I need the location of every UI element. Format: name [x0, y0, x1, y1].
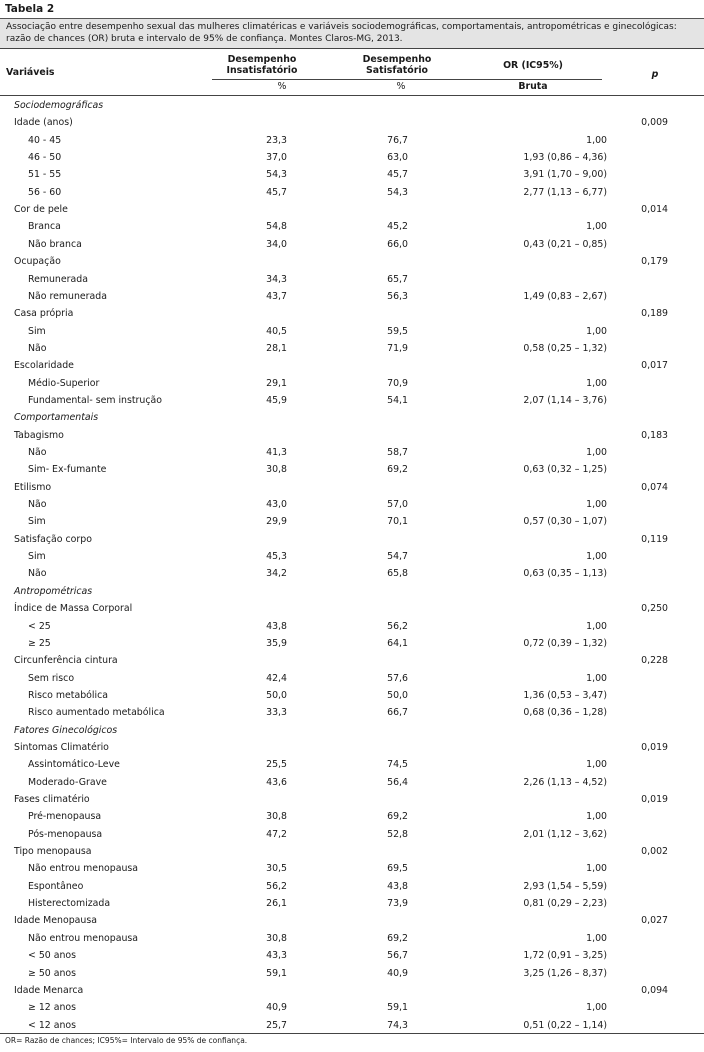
pct-insatisfatorio: 59,1 — [266, 967, 287, 979]
row-label: 40 - 45 — [28, 134, 62, 146]
pct-insatisfatorio: 40,9 — [266, 1002, 287, 1014]
p-value: 0,014 — [641, 204, 668, 216]
pct-insatisfatorio: 29,9 — [266, 516, 287, 528]
row-label: Sem risco — [28, 672, 75, 684]
pct-satisfatorio: 54,1 — [387, 394, 408, 406]
pct-satisfatorio: 63,0 — [387, 152, 408, 164]
table-row — [0, 236, 704, 253]
table-row — [0, 808, 704, 825]
table-row — [0, 565, 704, 582]
row-label: Casa própria — [14, 308, 74, 320]
header-variables: Variáveis — [6, 67, 55, 78]
pct-insatisfatorio: 30,8 — [266, 464, 287, 476]
header-p-value: p — [651, 69, 659, 80]
pct-insatisfatorio: 41,3 — [266, 447, 287, 458]
table-row — [0, 340, 704, 357]
pct-insatisfatorio: 50,0 — [266, 689, 287, 701]
row-label: Remunerada — [28, 273, 88, 285]
row-label: < 25 — [28, 620, 51, 632]
table-row — [0, 652, 704, 669]
p-value: 0,002 — [641, 846, 668, 858]
table-caption: Associação entre desempenho sexual das mulheres climatéricas e variáveis sociodemográficas, comportamentais, antropométricas e ginecológicas: razão de chances (OR) bruta e intervalo de 95% de confiança. Montes Claros-MG, 2013. — [6, 22, 677, 44]
pct-satisfatorio: 66,0 — [387, 238, 408, 250]
pct-insatisfatorio: 30,5 — [266, 863, 287, 875]
header-top-rule — [0, 48, 704, 49]
table-row — [0, 895, 704, 912]
pct-satisfatorio: 69,5 — [387, 863, 408, 875]
pct-satisfatorio: 54,3 — [387, 186, 408, 198]
odds-ratio: 1,72 (0,91 – 3,25) — [523, 950, 607, 962]
row-label: Escolaridade — [14, 360, 74, 372]
table-row — [0, 1017, 704, 1034]
p-value: 0,119 — [641, 533, 668, 545]
pct-insatisfatorio: 37,0 — [266, 152, 287, 164]
odds-ratio: 1,00 — [586, 932, 607, 944]
odds-ratio: 1,00 — [586, 221, 607, 233]
odds-ratio: 1,49 (0,83 – 2,67) — [523, 290, 607, 302]
header-or-ic95: OR (IC95%) — [503, 60, 563, 71]
row-label: Sim — [28, 325, 46, 337]
row-label: Não — [28, 342, 47, 354]
p-value: 0,027 — [641, 915, 668, 927]
table-row — [0, 635, 704, 652]
odds-ratio: 1,00 — [586, 377, 607, 389]
p-value: 0,009 — [641, 117, 668, 129]
table-row — [0, 999, 704, 1016]
pct-satisfatorio: 59,1 — [387, 1002, 408, 1014]
header-pct-insatisfatorio: % — [277, 81, 287, 92]
pct-insatisfatorio: 33,3 — [266, 707, 287, 719]
row-label: Risco aumentado metabólica — [28, 707, 165, 719]
odds-ratio: 1,00 — [586, 863, 607, 875]
pct-satisfatorio: 65,8 — [387, 568, 408, 580]
table-row — [0, 618, 704, 635]
p-value: 0,019 — [641, 794, 668, 805]
row-label: Não branca — [28, 238, 82, 250]
table-row — [0, 843, 704, 860]
pct-satisfatorio: 57,0 — [387, 499, 408, 511]
pct-insatisfatorio: 25,5 — [266, 759, 287, 771]
row-label: Moderado-Grave — [28, 776, 107, 788]
pct-satisfatorio: 76,7 — [387, 134, 408, 146]
odds-ratio: 0,57 (0,30 – 1,07) — [523, 516, 607, 528]
p-value: 0,019 — [641, 741, 668, 753]
row-label: Idade (anos) — [14, 117, 73, 129]
table-row — [0, 756, 704, 773]
odds-ratio: 0,81 (0,29 – 2,23) — [523, 898, 607, 910]
row-label: Não remunerada — [28, 290, 107, 302]
row-label: Não — [28, 499, 47, 511]
row-label: 51 - 55 — [28, 169, 62, 181]
header-bottom-rule — [0, 95, 704, 96]
pct-satisfatorio: 56,4 — [387, 776, 408, 788]
pct-satisfatorio: 74,3 — [387, 1019, 408, 1031]
table-row — [0, 184, 704, 201]
pct-insatisfatorio: 34,2 — [266, 568, 287, 580]
row-label: Não — [28, 568, 47, 580]
odds-ratio: 3,91 (1,70 – 9,00) — [523, 169, 607, 181]
header-insatisfatorio-line1: Desempenho — [227, 54, 297, 65]
p-value: 0,094 — [641, 984, 668, 996]
pct-insatisfatorio: 43,7 — [266, 290, 287, 302]
pct-insatisfatorio: 43,3 — [266, 950, 287, 962]
table-row — [0, 218, 704, 235]
row-label: < 12 anos — [28, 1019, 77, 1031]
row-label: Ocupação — [14, 256, 61, 268]
table-row — [0, 704, 704, 721]
pct-insatisfatorio: 42,4 — [266, 672, 287, 684]
pct-insatisfatorio: 47,2 — [266, 828, 287, 840]
pct-satisfatorio: 69,2 — [387, 464, 408, 476]
table-row — [0, 965, 704, 982]
row-label: Sim — [28, 551, 46, 563]
header-satisfatorio-line1: Desempenho — [362, 54, 432, 65]
pct-insatisfatorio: 56,2 — [266, 880, 287, 892]
pct-insatisfatorio: 26,1 — [266, 898, 287, 910]
table-row — [0, 427, 704, 444]
row-label: Não entrou menopausa — [28, 932, 139, 944]
odds-ratio: 1,00 — [586, 1002, 607, 1014]
table-row — [0, 583, 704, 600]
row-label: Satisfação corpo — [14, 533, 92, 545]
pct-insatisfatorio: 54,8 — [266, 221, 287, 233]
row-label: Branca — [28, 221, 61, 233]
row-label: Tabagismo — [14, 429, 64, 441]
table-row — [0, 496, 704, 513]
row-label: ≥ 12 anos — [28, 1002, 77, 1014]
odds-ratio: 0,58 (0,25 – 1,32) — [523, 342, 607, 354]
table-row — [0, 409, 704, 426]
table-row — [0, 375, 704, 392]
header-mid-rule — [212, 79, 602, 80]
pct-satisfatorio: 50,0 — [387, 689, 408, 701]
pct-insatisfatorio: 45,7 — [266, 186, 287, 198]
row-label: Médio-Superior — [28, 377, 100, 389]
table-row — [0, 392, 704, 409]
header-insatisfatorio — [212, 54, 312, 76]
table-row — [0, 531, 704, 548]
row-label: Comportamentais — [14, 412, 99, 424]
odds-ratio: 1,00 — [586, 447, 607, 458]
pct-satisfatorio: 56,7 — [387, 950, 408, 962]
table-row — [0, 132, 704, 149]
pct-satisfatorio: 64,1 — [387, 637, 408, 649]
table-row — [0, 670, 704, 687]
p-value: 0,179 — [641, 256, 668, 268]
row-label: Idade Menopausa — [14, 915, 97, 927]
pct-satisfatorio: 69,2 — [387, 811, 408, 823]
row-label: Fatores Ginecológicos — [14, 724, 118, 736]
pct-satisfatorio: 40,9 — [387, 967, 408, 979]
table-row — [0, 288, 704, 305]
row-label: Risco metabólica — [28, 689, 108, 701]
table-row — [0, 166, 704, 183]
pct-satisfatorio: 52,8 — [387, 828, 408, 840]
table-row — [0, 253, 704, 270]
odds-ratio: 1,00 — [586, 551, 607, 563]
pct-insatisfatorio: 28,1 — [266, 342, 287, 354]
row-label: Etilismo — [14, 481, 52, 493]
odds-ratio: 0,43 (0,21 – 0,85) — [523, 238, 607, 250]
pct-satisfatorio: 74,5 — [387, 759, 408, 771]
row-label: ≥ 25 — [28, 637, 51, 649]
pct-satisfatorio: 73,9 — [387, 898, 408, 910]
pct-insatisfatorio: 29,1 — [266, 377, 287, 389]
pct-satisfatorio: 69,2 — [387, 932, 408, 944]
odds-ratio: 1,00 — [586, 134, 607, 146]
pct-satisfatorio: 66,7 — [387, 707, 408, 719]
pct-insatisfatorio: 45,3 — [266, 551, 287, 563]
odds-ratio: 0,63 (0,35 – 1,13) — [523, 568, 607, 580]
p-value: 0,250 — [641, 603, 668, 615]
odds-ratio: 1,36 (0,53 – 3,47) — [523, 689, 607, 701]
table-row — [0, 947, 704, 964]
odds-ratio: 1,00 — [586, 325, 607, 337]
pct-satisfatorio: 43,8 — [387, 880, 408, 892]
table-row — [0, 479, 704, 496]
table-row — [0, 982, 704, 999]
row-label: Sociodemográficas — [14, 100, 104, 111]
row-label: Antropométricas — [14, 585, 93, 597]
odds-ratio: 1,00 — [586, 759, 607, 771]
table-row — [0, 114, 704, 131]
row-label: ≥ 50 anos — [28, 967, 77, 979]
row-label: Pós-menopausa — [28, 828, 103, 840]
table-row — [0, 791, 704, 808]
row-label: Histerectomizada — [28, 898, 111, 910]
p-value: 0,189 — [641, 308, 668, 320]
table-label: Tabela 2 — [5, 3, 55, 15]
table-row — [0, 271, 704, 288]
pct-satisfatorio: 56,3 — [387, 290, 408, 302]
table-footnote: OR= Razão de chances; IC95%= Intervalo de 95% de confiança. — [5, 1036, 248, 1045]
row-label: Não entrou menopausa — [28, 863, 139, 875]
header-satisfatorio — [347, 54, 447, 76]
row-label: < 50 anos — [28, 950, 77, 962]
p-value: 0,228 — [641, 655, 668, 667]
odds-ratio: 2,26 (1,13 – 4,52) — [523, 776, 607, 788]
odds-ratio: 0,68 (0,36 – 1,28) — [523, 707, 607, 719]
table-row — [0, 826, 704, 843]
row-label: Cor de pele — [14, 204, 68, 216]
pct-satisfatorio: 54,7 — [387, 551, 408, 563]
odds-ratio: 1,93 (0,86 – 4,36) — [523, 152, 607, 164]
pct-satisfatorio: 70,9 — [387, 377, 408, 389]
odds-ratio: 2,01 (1,12 – 3,62) — [523, 828, 607, 840]
pct-insatisfatorio: 45,9 — [266, 394, 287, 406]
table-row — [0, 739, 704, 756]
table-row — [0, 687, 704, 704]
odds-ratio: 2,93 (1,54 – 5,59) — [523, 880, 607, 892]
p-value: 0,183 — [641, 429, 668, 441]
row-label: Idade Menarca — [14, 984, 84, 996]
pct-satisfatorio: 45,7 — [387, 169, 408, 181]
table-row — [0, 548, 704, 565]
pct-insatisfatorio: 34,3 — [266, 273, 287, 285]
row-label: Circunferência cintura — [14, 655, 118, 667]
pct-insatisfatorio: 43,8 — [266, 620, 287, 632]
table-row — [0, 461, 704, 478]
odds-ratio: 2,77 (1,13 – 6,77) — [523, 186, 607, 198]
pct-insatisfatorio: 30,8 — [266, 811, 287, 823]
table-bottom-rule — [0, 1033, 704, 1034]
table-row — [0, 201, 704, 218]
pct-satisfatorio: 57,6 — [387, 672, 408, 684]
odds-ratio: 0,63 (0,32 – 1,25) — [523, 464, 607, 476]
pct-satisfatorio: 45,2 — [387, 221, 408, 233]
pct-insatisfatorio: 30,8 — [266, 932, 287, 944]
table-row — [0, 774, 704, 791]
pct-satisfatorio: 56,2 — [387, 620, 408, 632]
odds-ratio: 0,51 (0,22 – 1,14) — [523, 1019, 607, 1031]
pct-insatisfatorio: 23,3 — [266, 134, 287, 146]
table-row — [0, 722, 704, 739]
header-bruta: Bruta — [518, 81, 548, 92]
row-label: Índice de Massa Corporal — [14, 603, 133, 615]
header-insatisfatorio-line2: Insatisfatório — [226, 65, 298, 76]
odds-ratio: 2,07 (1,14 – 3,76) — [523, 394, 607, 406]
row-label: Fundamental- sem instrução — [28, 394, 162, 406]
table-row — [0, 930, 704, 947]
p-value: 0,074 — [641, 481, 668, 493]
pct-insatisfatorio: 40,5 — [266, 325, 287, 337]
row-label: Fases climatério — [14, 794, 90, 805]
pct-insatisfatorio: 43,6 — [266, 776, 287, 788]
header-satisfatorio-line2: Satisfatório — [366, 65, 428, 76]
row-label: Sintomas Climatério — [14, 741, 109, 753]
pct-satisfatorio: 65,7 — [387, 273, 408, 285]
table-row — [0, 912, 704, 929]
odds-ratio: 3,25 (1,26 – 8,37) — [523, 967, 607, 979]
row-label: Assintomático-Leve — [28, 759, 120, 771]
odds-ratio: 1,00 — [586, 811, 607, 823]
pct-satisfatorio: 58,7 — [387, 447, 408, 458]
odds-ratio: 1,00 — [586, 499, 607, 511]
pct-insatisfatorio: 35,9 — [266, 637, 287, 649]
pct-satisfatorio: 70,1 — [387, 516, 408, 528]
table-row — [0, 513, 704, 530]
row-label: 46 - 50 — [28, 152, 62, 164]
row-label: 56 - 60 — [28, 186, 62, 198]
odds-ratio: 1,00 — [586, 672, 607, 684]
row-label: Pré-menopausa — [28, 811, 102, 823]
pct-satisfatorio: 71,9 — [387, 342, 408, 354]
pct-satisfatorio: 59,5 — [387, 325, 408, 337]
table-row — [0, 305, 704, 322]
table-row — [0, 323, 704, 340]
table-row — [0, 878, 704, 895]
row-label: Não — [28, 447, 47, 458]
row-label: Espontâneo — [28, 880, 84, 892]
table-row — [0, 444, 704, 461]
row-label: Tipo menopausa — [14, 846, 92, 858]
table-row — [0, 357, 704, 374]
table-row — [0, 860, 704, 877]
odds-ratio: 1,00 — [586, 620, 607, 632]
table-row — [0, 97, 704, 114]
row-label: Sim — [28, 516, 46, 528]
pct-insatisfatorio: 34,0 — [266, 238, 287, 250]
odds-ratio: 0,72 (0,39 – 1,32) — [523, 637, 607, 649]
header-pct-satisfatorio: % — [396, 81, 406, 92]
pct-insatisfatorio: 54,3 — [266, 169, 287, 181]
p-value: 0,017 — [641, 360, 668, 372]
row-label: Sim- Ex-fumante — [28, 464, 107, 476]
pct-insatisfatorio: 43,0 — [266, 499, 287, 511]
pct-insatisfatorio: 25,7 — [266, 1019, 287, 1031]
table-row — [0, 149, 704, 166]
table-row — [0, 600, 704, 617]
